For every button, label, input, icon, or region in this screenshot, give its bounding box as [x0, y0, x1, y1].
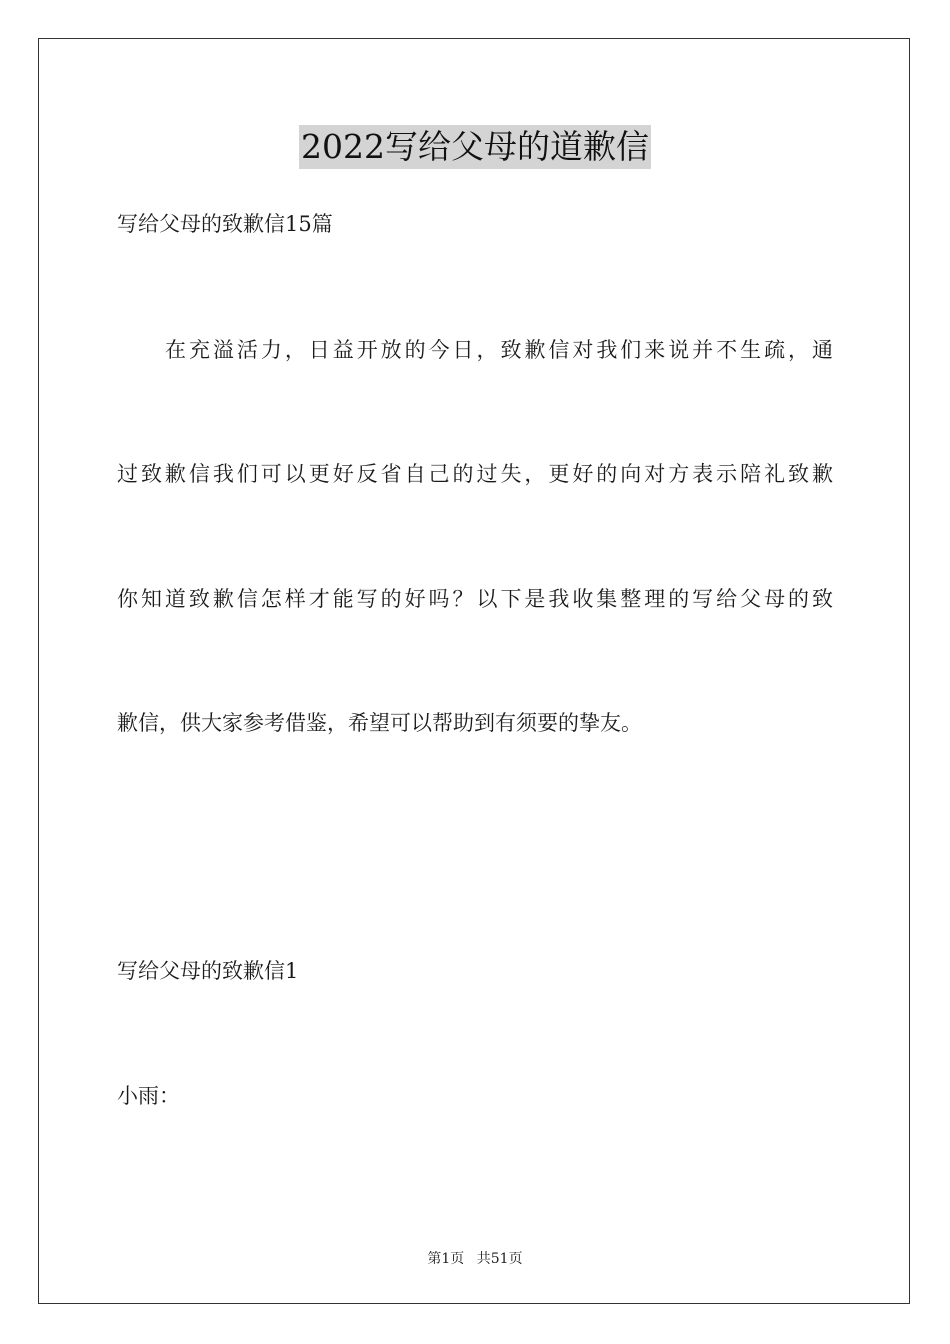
section-heading: 写给父母的致歉信1 [117, 959, 299, 983]
intro-line-3: 你知道致歉信怎样才能写的好吗？以下是我收集整理的写给父母的致 [117, 587, 833, 611]
intro-line-2: 过致歉信我们可以更好反省自己的过失，更好的向对方表示陪礼致歉 [117, 462, 833, 486]
document-subtitle: 写给父母的致歉信15篇 [117, 212, 333, 236]
intro-line-4: 歉信，供大家参考借鉴，希望可以帮助到有须要的挚友。 [117, 711, 642, 735]
document-title: 2022写给父母的道歉信 [299, 125, 651, 169]
title-wrapper [0, 125, 950, 169]
total-pages: 共51页 [476, 1251, 523, 1267]
page-number: 第1页 [427, 1251, 465, 1267]
page-footer [0, 1248, 950, 1268]
intro-line-1: 在充溢活力，日益开放的今日，致歉信对我们来说并不生疏，通 [165, 338, 833, 362]
salutation: 小雨： [117, 1084, 180, 1108]
